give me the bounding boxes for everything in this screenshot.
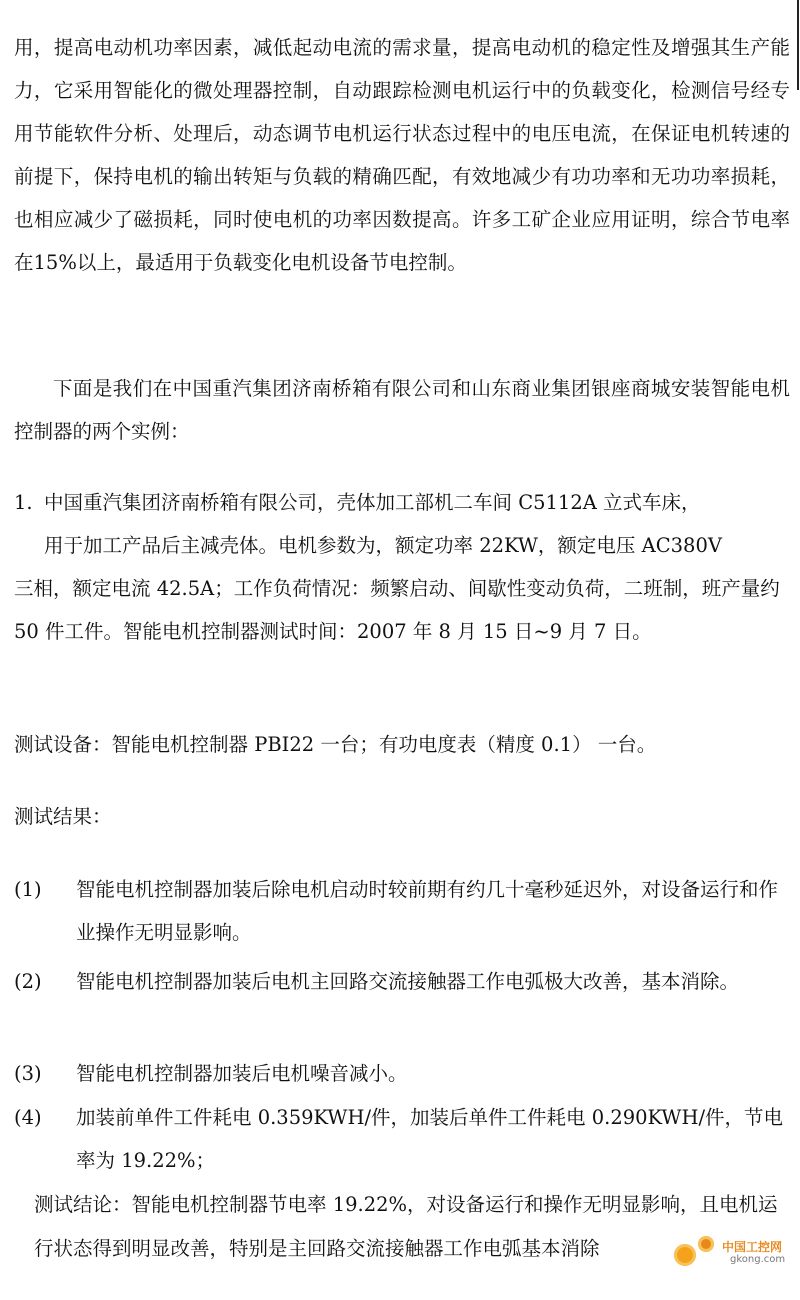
item-line-1: 中国重汽集团济南桥箱有限公司，壳体加工部机二车间 C5112A 立式车床，: [44, 491, 701, 514]
item-line-2: 用于加工产品后主减壳体。电机参数为，额定功率 22KW，额定电压 AC380V: [44, 534, 722, 557]
paragraph-examples-intro: 下面是我们在中国重汽集团济南桥箱有限公司和山东商业集团银座商城安装智能电机控制器的两个实例：: [14, 377, 790, 443]
test-conclusion: 测试结论：智能电机控制器节电率 19.22%，对设备运行和操作无明显影响，且电机运行状态得到明显改善，特别是主回路交流接触器工作电弧基本消除: [34, 1193, 778, 1260]
gear-icon: [698, 1236, 714, 1252]
results-heading: 测试结果：: [14, 805, 112, 828]
result-text: 智能电机控制器加装后电机主回路交流接触器工作电弧极大改善，基本消除。: [76, 970, 740, 993]
test-equipment: 测试设备：智能电机控制器 PBI22 一台；有功电度表（精度 0.1） 一台。: [14, 733, 657, 756]
item-number: 1.: [14, 491, 33, 514]
gear-icon: [674, 1244, 696, 1266]
result-text: 智能电机控制器加装后除电机启动时较前期有约几十毫秒延迟外，对设备运行和作业操作无明显影响。: [76, 878, 779, 944]
result-item: [14, 960, 790, 1003]
result-number: (3): [14, 1062, 42, 1085]
item-continuation: 三相，额定电流 42.5A；工作负荷情况：频繁启动、间歇性变动负荷，二班制，班产量约 50 件工件。智能电机控制器测试时间：2007 年 8 月 15 日~9 月 7 日。: [14, 577, 780, 643]
result-item: [14, 868, 790, 954]
result-item: [14, 1096, 790, 1182]
watermark-site: gkong.com: [730, 1254, 786, 1265]
result-number: (4): [14, 1106, 42, 1129]
page-edge-line: [797, 0, 799, 90]
result-text: 智能电机控制器加装后电机噪音减小。: [76, 1062, 408, 1085]
result-item: [14, 1052, 790, 1095]
paragraph-intro: 用，提高电动机功率因素，减低起动电流的需求量，提高电动机的稳定性及增强其生产能力，它采用智能化的微处理器控制，自动跟踪检测电机运行中的负载变化，检测信号经专用节能软件分析、处理后，动态调节电机运行状态过程中的电压电流，在保证电机转速的前提下，保持电机的输出转矩与负载的精确匹配，有效地减少有功功率和无功功率损耗，也相应减少了磁损耗，同时使电机的功率因数提高。许多工矿企业应用证明，综合节电率在15%以上，最适用于负载变化电机设备节电控制。: [14, 36, 790, 274]
watermark-brand: 中国工控网: [722, 1240, 783, 1254]
result-number: (1): [14, 878, 42, 901]
result-text: 加装前单件工件耗电 0.359KWH/件，加装后单件工件耗电 0.290KWH/件，节电率为 19.22%；: [76, 1106, 784, 1172]
example-item-1: [14, 481, 790, 653]
result-number: (2): [14, 970, 42, 993]
watermark-logo: [672, 1232, 792, 1272]
